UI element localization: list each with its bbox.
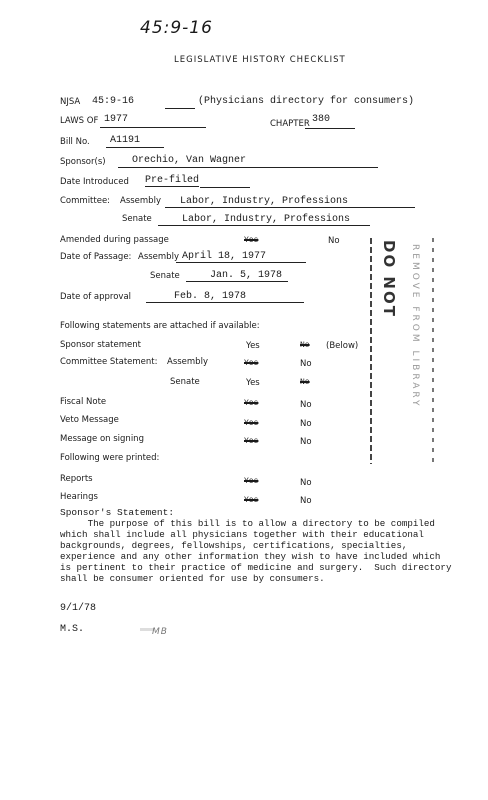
chapter-label: CHAPTER bbox=[270, 119, 310, 129]
date-introduced-value: Pre-filed bbox=[145, 175, 200, 186]
sponsor-statement-label: Sponsor statement bbox=[60, 340, 141, 350]
library-stamp bbox=[370, 238, 438, 464]
bill-no-rule bbox=[106, 147, 164, 148]
committee-statement-assembly-yes: Yes bbox=[244, 359, 259, 368]
date-introduced-label: Date Introduced bbox=[60, 177, 129, 187]
signing-message-label: Message on signing bbox=[60, 434, 144, 444]
committee-statement-senate-no: No bbox=[300, 378, 310, 387]
date-passage-assembly-value: April 18, 1977 bbox=[182, 251, 267, 262]
veto-message-yes: Yes bbox=[244, 419, 259, 428]
reports-no: No bbox=[300, 478, 312, 488]
sponsor-statement-heading: Sponsor's Statement: bbox=[60, 507, 175, 518]
veto-message-no: No bbox=[300, 419, 312, 429]
footer-date: 9/1/78 bbox=[60, 603, 97, 614]
committee-assembly-rule bbox=[165, 207, 415, 208]
footer-initials: M.S. bbox=[60, 624, 85, 635]
amended-yes: Yes bbox=[244, 236, 259, 245]
committee-assembly-label: Assembly bbox=[120, 196, 161, 206]
laws-of-rule bbox=[100, 127, 206, 128]
stamp-text-remove: REMOVE FROM LIBRARY bbox=[410, 244, 420, 409]
veto-message-label: Veto Message bbox=[60, 415, 119, 425]
reports-yes: Yes bbox=[244, 477, 259, 486]
date-approval-value: Feb. 8, 1978 bbox=[174, 291, 247, 302]
amended-label: Amended during passage bbox=[60, 235, 169, 245]
committee-senate-label: Senate bbox=[122, 214, 152, 224]
bill-no-label: Bill No. bbox=[60, 137, 90, 147]
stamp-border-right bbox=[432, 238, 434, 464]
sponsor-statement-line: backgrounds, degrees, fellowships, certifications, specialties, bbox=[60, 540, 408, 551]
amended-no: No bbox=[328, 236, 340, 246]
sponsors-value: Orechio, Van Wagner bbox=[132, 155, 247, 166]
committee-senate-value: Labor, Industry, Professions bbox=[182, 214, 351, 225]
hearings-no: No bbox=[300, 496, 312, 506]
hearings-yes: Yes bbox=[244, 496, 259, 505]
committee-senate-rule bbox=[158, 225, 370, 226]
hearings-label: Hearings bbox=[60, 492, 98, 502]
date-passage-senate-value: Jan. 5, 1978 bbox=[210, 270, 283, 281]
handwritten-section-number: 45:9-16 bbox=[140, 18, 213, 38]
sponsor-statement-line: which shall include all physicians together with their educational bbox=[60, 529, 424, 540]
sponsors-rule bbox=[118, 167, 378, 168]
fiscal-note-no: No bbox=[300, 400, 312, 410]
sponsor-statement-line: experience and any other information they wish to have included which bbox=[60, 551, 441, 562]
sponsor-statement-no: No bbox=[300, 341, 310, 350]
date-introduced-rule bbox=[200, 187, 250, 188]
signing-message-no: No bbox=[300, 437, 312, 447]
signing-message-yes: Yes bbox=[244, 437, 259, 446]
date-passage-assembly-label: Assembly bbox=[138, 252, 179, 262]
njsa-description: (Physicians directory for consumers) bbox=[198, 96, 415, 107]
date-approval-label: Date of approval bbox=[60, 292, 132, 302]
attached-heading: Following statements are attached if available: bbox=[60, 321, 260, 331]
date-passage-assembly-rule bbox=[176, 262, 306, 263]
sponsors-label: Sponsor(s) bbox=[60, 157, 106, 167]
committee-statement-label: Committee Statement: bbox=[60, 357, 158, 367]
njsa-rule bbox=[165, 108, 195, 109]
fiscal-note-label: Fiscal Note bbox=[60, 397, 107, 407]
committee-statement-assembly-label: Assembly bbox=[167, 357, 208, 367]
laws-of-label: LAWS OF bbox=[60, 116, 99, 126]
committee-label: Committee: bbox=[60, 196, 111, 206]
njsa-value: 45:9-16 bbox=[92, 96, 135, 107]
committee-assembly-value: Labor, Industry, Professions bbox=[180, 196, 349, 207]
committee-statement-senate-yes: Yes bbox=[246, 378, 260, 388]
bill-no-value: A1191 bbox=[110, 135, 141, 146]
page-title: LEGISLATIVE HISTORY CHECKLIST bbox=[174, 55, 346, 65]
reports-label: Reports bbox=[60, 474, 93, 484]
laws-of-value: 1977 bbox=[104, 114, 129, 125]
date-passage-senate-label: Senate bbox=[150, 271, 180, 281]
date-passage-label: Date of Passage: bbox=[60, 252, 132, 262]
njsa-label: NJSA bbox=[60, 97, 81, 107]
sponsor-statement-note: (Below) bbox=[326, 341, 359, 351]
printed-heading: Following were printed: bbox=[60, 453, 160, 463]
sponsor-statement-line: The purpose of this bill is to allow a directory to be compiled bbox=[60, 518, 435, 529]
sponsor-statement-line: shall be consumer oriented for use by consumers. bbox=[60, 573, 325, 584]
date-approval-rule bbox=[146, 302, 304, 303]
date-passage-senate-rule bbox=[186, 281, 288, 282]
sponsor-statement-line: is pertinent to their practice of medicine and surgery. Such directory bbox=[60, 562, 452, 573]
committee-statement-senate-label: Senate bbox=[170, 377, 200, 387]
chapter-value: 380 bbox=[312, 114, 331, 125]
fiscal-note-yes: Yes bbox=[244, 399, 259, 408]
committee-statement-assembly-no: No bbox=[300, 359, 312, 369]
sponsor-statement-yes: Yes bbox=[246, 341, 260, 351]
chapter-rule bbox=[305, 128, 355, 129]
stamp-border-left bbox=[370, 238, 372, 464]
footer-handwritten-mark: MB bbox=[152, 627, 168, 637]
stamp-text-do-not: DO NOT bbox=[380, 240, 398, 318]
